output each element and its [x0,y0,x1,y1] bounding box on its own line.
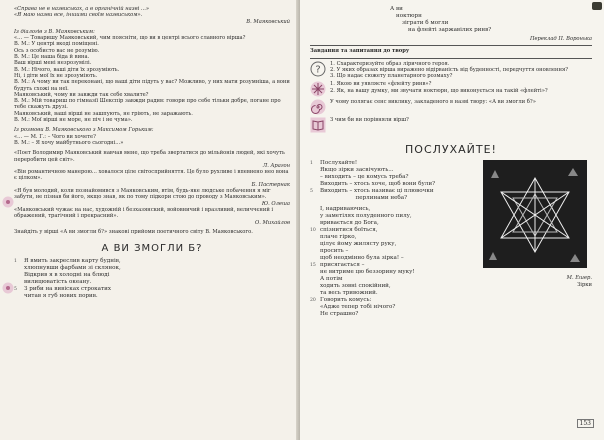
line-number: 5 [310,189,313,195]
task-block [310,81,592,97]
line-text: просить – [320,248,349,255]
poem [14,258,290,300]
page-number: 153 [577,419,594,428]
poem-line: А ви [390,6,403,12]
line-text: – виходить – це комусь треба? [320,174,409,181]
top-line-1: «Справа не в назвиськах, а в органічній назві ...» [14,6,150,12]
listen-heading: ПОСЛУХАЙТЕ! [405,143,497,157]
flower-icon [2,196,14,208]
poem-line: ноктюрн [396,13,422,19]
line-number: 15 [310,263,316,269]
section-rule [310,58,592,59]
line-text: Відкрив я в холодні на блюді [24,272,110,279]
top-signature: В. Маяковський [246,18,290,25]
dialog-line: В. М.: У центрі вкоді поміщені. [14,41,99,48]
line-number: 5 [14,287,17,293]
task-item: 3. Що надає сюжету планетарного розмаху? [330,73,453,80]
line-text: плаче гірко, [320,234,357,241]
critic-quote [14,207,290,226]
quote-author: Л. Арагон [262,162,290,169]
line-text: вривається до Бога, [320,220,379,227]
poem-line [310,160,479,167]
poem-line [310,195,479,202]
dialog-line: В. М.: Нічого, ваші діти їх зрозуміють. [14,66,120,73]
poem-line [310,283,479,290]
quote-text: «Маяковський чужає на нас, художній і безхазянский, войовничий і вразливий, величчєний і ображений, трагічний і прекрасний». [14,206,274,220]
poem-line: на флейті заржавілих ринв? [408,27,492,33]
line-text: І, надриваючись, [320,206,371,213]
line-text: Виходить – хтось називає ці плювочки [320,188,434,195]
task-item: 1. Схарактеризуйте образ ліричного героя. [330,60,450,67]
quote-text: «Поет Володимир Маяковський навчав мене, що треба звертатися до мільйонів людей, які хочуть переробити цей світ». [14,150,285,163]
dialog-line: Ось з особисто вас не розумію. [14,47,100,54]
corner-tab [592,2,602,10]
dialog-title: Із діалогів з В. Маяковським: [14,28,95,35]
line-number: 10 [310,228,316,234]
poem-line [310,241,479,248]
task-block [310,99,592,115]
line-text: читав я губ нових порив. [24,293,98,300]
poem-ending [310,6,592,34]
quote-text: «Я був молодий, коли познайомився з Маяковським, втім, будь-яке людське побачення я міг забути, не пізнав би його, якщо знав, як по тому підкори стою до проводу з Маяковським». [14,188,271,201]
question-icon [310,61,326,77]
task-item: 2. У яких образах вірша виражено відірваність від буденності, передчуття оновлення? [330,66,569,73]
quote-text: «Він романтичною манерою... ховалося ціле світосприйняття. Це було рухливе і впевнено нео вона є цілком». [14,169,289,182]
right-page [300,0,604,440]
line-text: спізнитися боїться, [320,227,378,234]
poem-line [310,234,479,241]
poem-line [310,311,479,318]
caption-title: Зірки [577,281,592,288]
poem-line [310,290,479,297]
task-item: 2. Як, на вашу думку, ми звучати ноктюрн, що виконується на такій «флейті»? [330,87,548,94]
poem-line [310,276,479,283]
line-text: ходить зовні спокійний, [320,283,391,290]
dialog-block [14,35,290,123]
section-rule [310,45,592,46]
task-item: 1. Якою ви уявляєте «флейту ринв»? [330,81,432,88]
dialog-line: В. М.: Мої вірші не море, не піч і не чума». [14,117,133,124]
line-text: «Адже тепер тобі нічого? [320,304,396,311]
spiral-icon [310,99,326,115]
gorky-title: Із розмови В. Маяковського з Максимом Горьким: [14,127,154,134]
poem-line [310,255,479,262]
quote-author: Б. Пастернак [251,181,290,188]
line-text: присягається – [320,262,365,269]
quote-author: Ю. Олеша [261,200,290,207]
poem-line [14,293,290,300]
brainstorm-icon [310,81,326,97]
line-text: Не страшно? [320,311,359,318]
poem [310,160,479,318]
line-text: не витриме цю беззорину муку! [320,269,415,276]
critic-quote [14,188,290,207]
svg-text:?: ? [315,64,321,76]
flower-icon [2,282,14,294]
line-text: хлюпнувши фарбами зі склянок, [24,265,121,272]
dialog-line: Ваш вірші мені незрозумілі. [14,60,92,67]
poem-line [310,304,479,311]
line-text: Я вмить закреслив карту буднів, [24,258,121,265]
dialog-line: Маяковський, ваші вірші не зашпують, не гріють, не заражають. [14,110,193,117]
illustration [483,160,592,318]
dialog-line: В. М.: Це наша біда й вина. [14,54,90,61]
book-icon [310,117,326,133]
tasks-title: Завдання та запитання до твору [310,48,410,55]
poem-line [310,181,479,188]
line-number: 1 [14,259,17,265]
quote-author: О. Михайлов [254,219,290,226]
poem-line [310,227,479,234]
line-text: З риби на вивісках строкатих [24,286,111,293]
line-number: 1 [310,161,313,167]
task-item: У чому полягає сенс виклику, закладеного в назві твору: «А ви змогли б?» [330,99,536,106]
listen-section [310,160,592,318]
critic-quote [14,169,290,188]
poem-line [310,206,479,213]
top-line-2: «Я маю назви все, іншими своїм назвиськом». [14,12,143,19]
closing-task: Знайдіть у вірші «А ви змогли б?» знакові прийоми поетичного світу В. Маяковського. [14,228,253,235]
line-text: вилицюватість океану. [24,279,92,286]
poem-line [14,272,290,279]
dialog-line: В. М.: А чому ви так переконані, що ваші діти підуть у вас? Можливо, у них мати розумніша, а вони будуть схожі на неї. [14,79,290,92]
task-block [310,117,592,133]
line-text: цілує йому жилясту руку, [320,241,397,248]
line-text: у заметілях полуденного пилу, [320,213,412,220]
poem-line [310,269,479,276]
line-text: та весь тривожний. [320,290,378,297]
left-page [0,0,300,440]
line-text: Якщо зірки засвічують... [320,167,394,174]
dialog-line: «... — Товаришу Маяковський, чим поясніти, що ви в центрі всього славного вірша? [14,35,246,42]
dialog-line: В. М.: Мій товариш по гімназії Шекспір завжди радив: говори про себе тільки добре, погане про тебе скажуть друзі. [14,98,281,111]
line-text: Послухайте! [320,160,358,167]
line-text: Виходить – хтось хоче, щоб вони були? [320,181,436,188]
escher-stars-image [483,160,587,268]
task-item: З чим би ви порівняли вірш? [330,117,409,124]
dialog-line: Ні, і діти мої їх не зрозуміють. [14,72,98,79]
caption-author: М. Ешер. [566,275,592,282]
line-text: перлинами неба? [320,195,408,202]
dialog-line: Маяковський, чому ви завжди так себе хвалите? [14,91,149,98]
gorky-line: «... — М. Г.: – Чого ви хочете? [14,133,96,140]
line-text: А потім [320,276,343,283]
poem-line: зіграти б могли [402,20,449,26]
poem-heading: А ВИ ЗМОГЛИ Б? [101,243,203,255]
line-number: 20 [310,298,316,304]
critic-quote [14,150,290,169]
translator: Переклад П. Воронька [529,36,592,42]
line-text: щоб неодмінно була зірка! – [320,255,404,262]
line-text: Говорить комусь: [320,297,372,304]
task-block [310,61,592,80]
gorky-line: В. М.: – Я хочу майбутнього сьогодні...» [14,139,124,146]
poem-line [310,213,479,220]
